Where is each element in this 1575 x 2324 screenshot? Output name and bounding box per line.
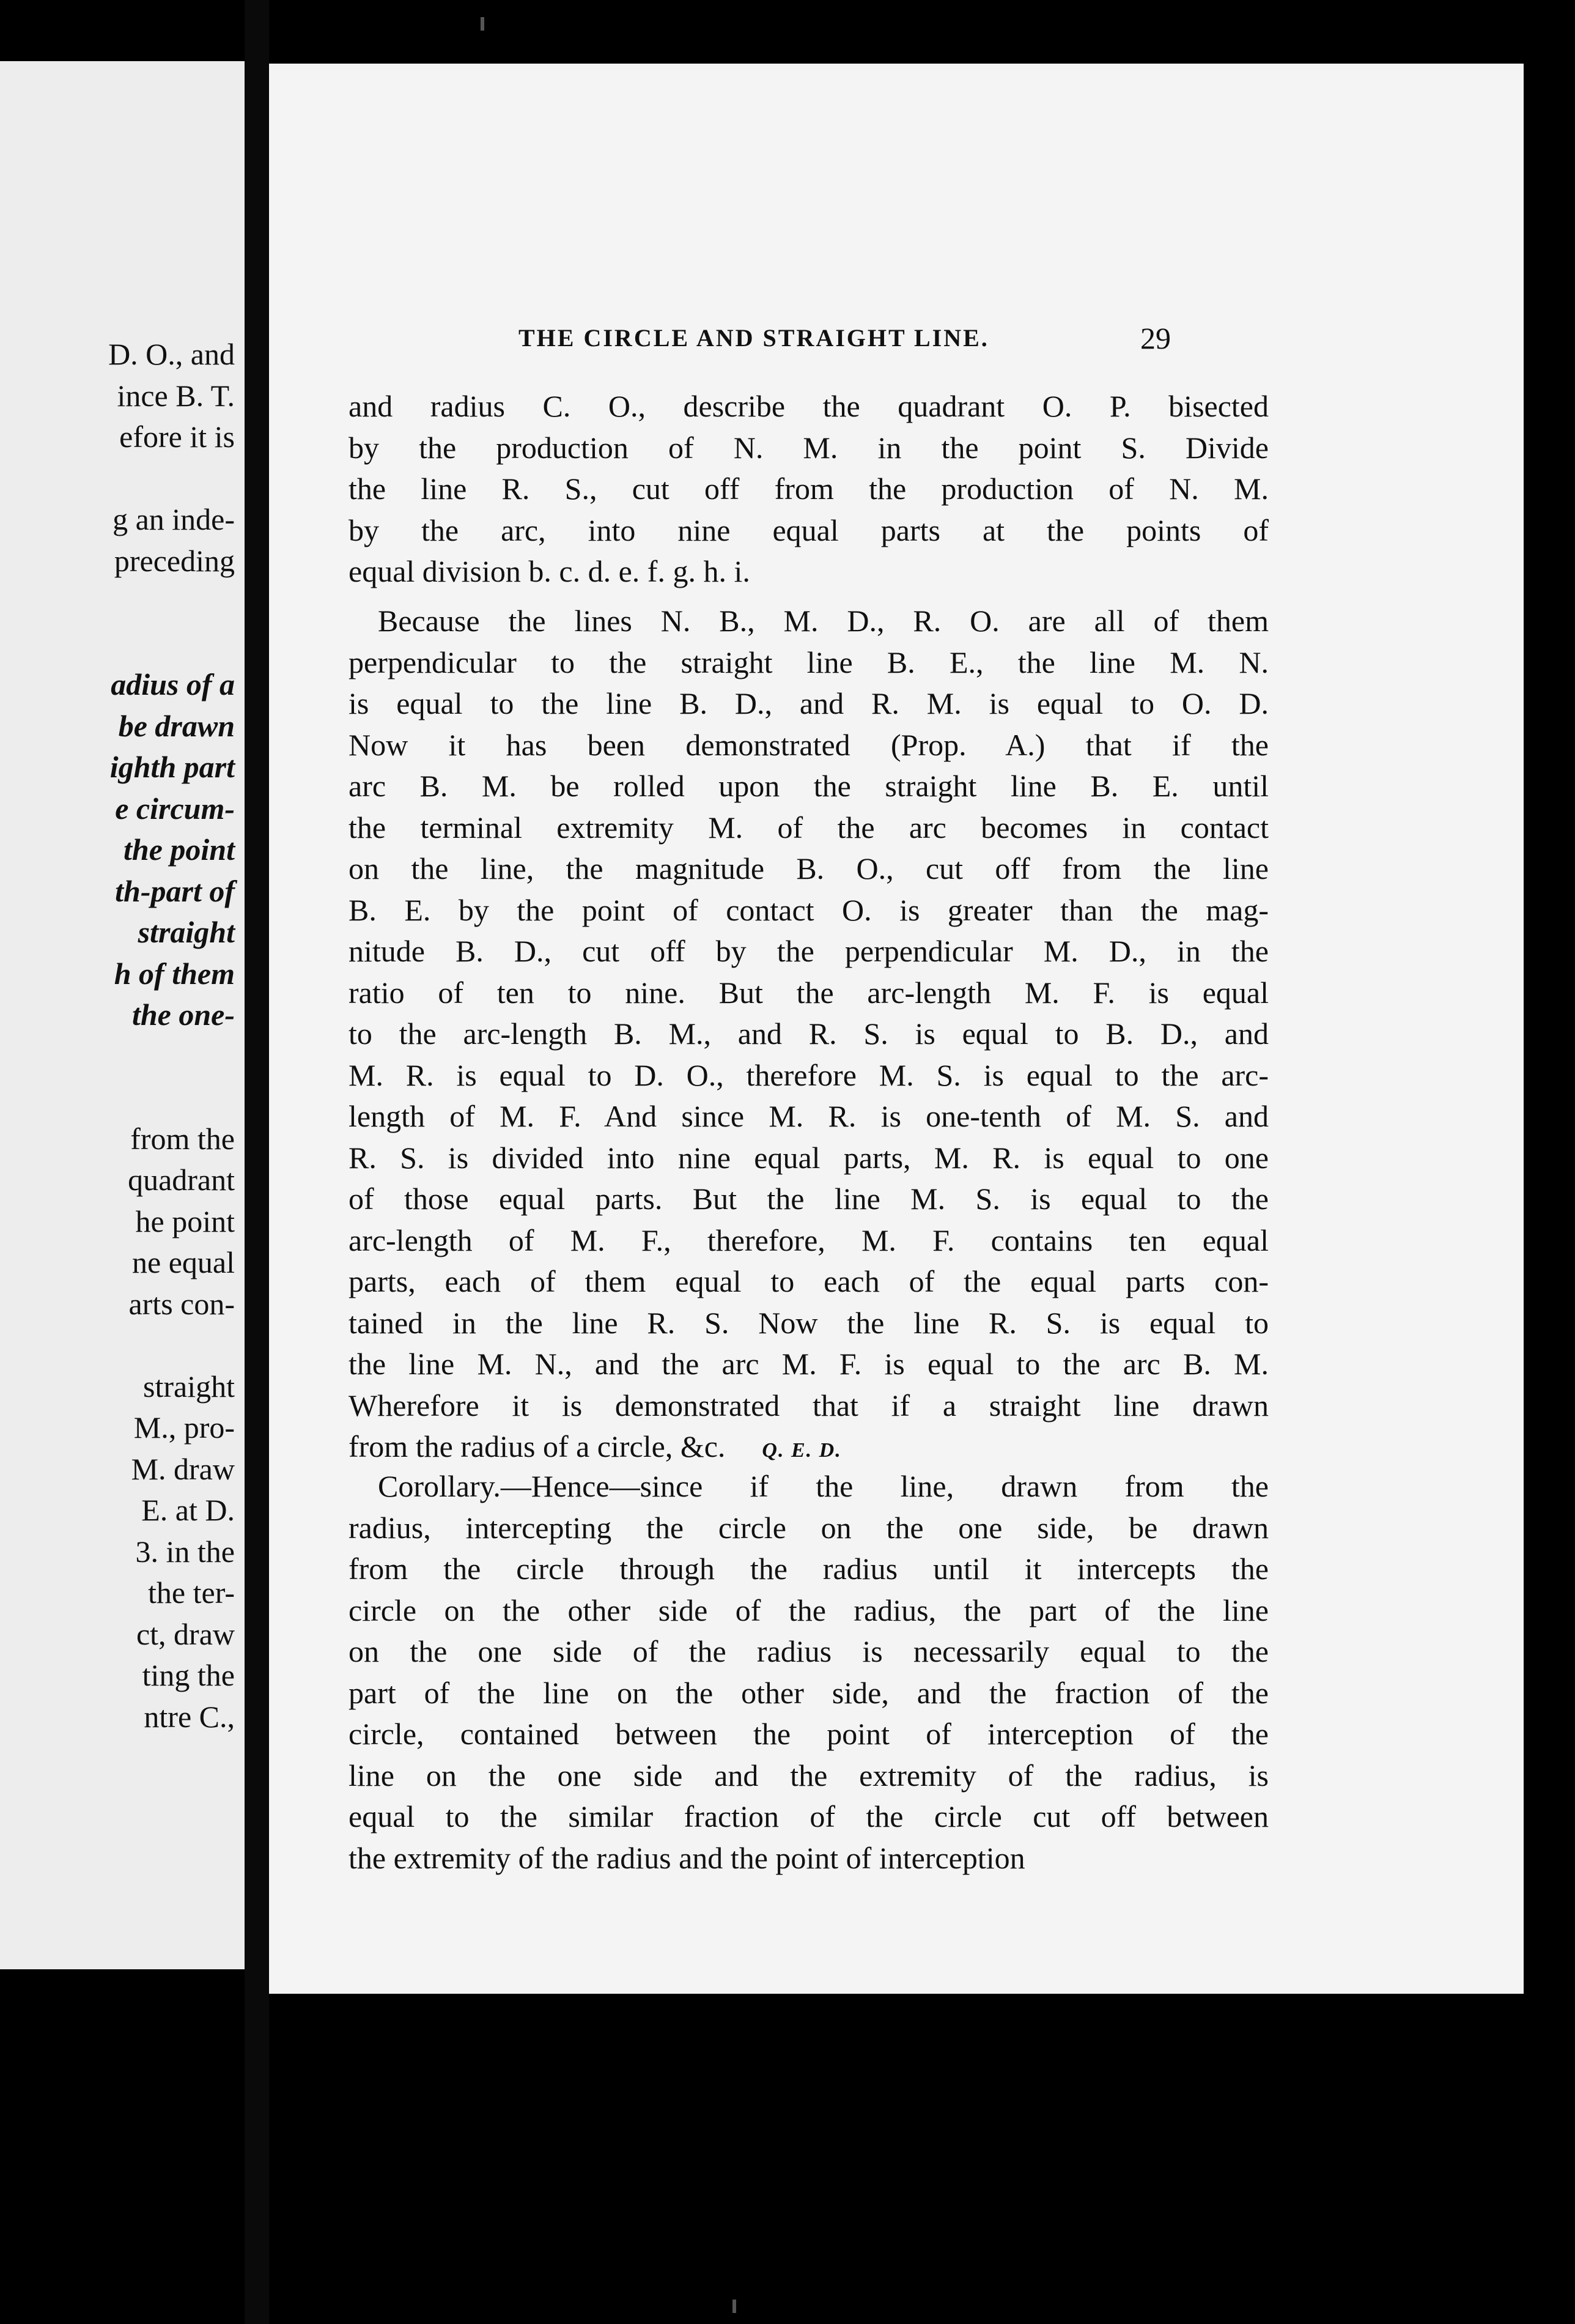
text-line: the line M. N., and the arc M. F. is equal to the arc B. M.	[349, 1347, 1269, 1381]
text-line: Corollary.—Hence—since if the line, drawn from the	[378, 1469, 1269, 1503]
facing-page-line: he point	[135, 1204, 235, 1238]
text-line: B. E. by the point of contact O. is greater than the mag-	[349, 892, 1269, 927]
facing-page-line: from the	[130, 1121, 235, 1156]
text-line: from the circle through the radius until it intercepts the	[349, 1552, 1269, 1586]
facing-page-line: D. O., and	[108, 337, 235, 371]
text-line: and radius C. O., describe the quadrant O. P. bisected	[349, 389, 1269, 423]
facing-page-line: straight	[138, 915, 235, 949]
text-line: line on the one side and the extremity of the radius, is	[349, 1758, 1269, 1793]
facing-page-line: ince B. T.	[117, 378, 235, 413]
text-line: by the arc, into nine equal parts at the points of	[349, 513, 1269, 547]
text-line: R. S. is divided into nine equal parts, M. R. is equal to one	[349, 1140, 1269, 1175]
text-line: on the line, the magnitude B. O., cut off from the line	[349, 851, 1269, 886]
running-header	[269, 321, 1524, 366]
facing-page-line: the ter-	[148, 1575, 235, 1610]
paragraph-corollary	[349, 1466, 1269, 1879]
facing-page-line: quadrant	[128, 1163, 235, 1197]
paragraph-1	[349, 386, 1269, 593]
facing-page-line: g an inde-	[112, 502, 235, 536]
facing-page-line: ct, draw	[136, 1616, 235, 1651]
facing-page-line: ntre C.,	[144, 1699, 235, 1734]
facing-page-line: arts con-	[128, 1286, 235, 1321]
text-line: arc B. M. be rolled upon the straight line B. E. until	[349, 769, 1269, 803]
book-gutter	[245, 0, 269, 2324]
text-line: of those equal parts. But the line M. S. is equal to the	[349, 1182, 1269, 1216]
paragraph-2	[349, 601, 1269, 1471]
scan-artifact	[481, 17, 484, 31]
facing-page-line: ting the	[142, 1658, 235, 1692]
facing-page-line: adius of a	[111, 667, 235, 701]
text-line: part of the line on the other side, and the fraction of the	[349, 1675, 1269, 1710]
text-line: tained in the line R. S. Now the line R. S. is equal to	[349, 1305, 1269, 1340]
facing-page-line: preceding	[114, 543, 235, 578]
facing-page-line: M., pro-	[133, 1410, 235, 1445]
text-line: length of M. F. And since M. R. is one-tenth of M. S. and	[349, 1099, 1269, 1133]
text-line: the extremity of the radius and the point of interception	[349, 1840, 1025, 1875]
text-line	[349, 1426, 1269, 1471]
facing-page-line: th-part of	[115, 873, 235, 908]
text-line: to the arc-length B. M., and R. S. is equal to B. D., and	[349, 1016, 1269, 1051]
text-line: nitude B. D., cut off by the perpendicular M. D., in the	[349, 934, 1269, 968]
text-line: arc-length of M. F., therefore, M. F. contains ten equal	[349, 1223, 1269, 1257]
running-title: THE CIRCLE AND STRAIGHT LINE.	[518, 324, 989, 352]
closing-text: from the radius of a circle, &c.	[349, 1429, 726, 1464]
text-line: radius, intercepting the circle on the one side, be drawn	[349, 1510, 1269, 1545]
facing-page-line: be drawn	[118, 708, 235, 743]
facing-page-line: e circum-	[115, 791, 235, 826]
facing-page-line: ighth part	[109, 750, 235, 784]
facing-page-line: E. at D.	[141, 1493, 235, 1527]
text-line: Now it has been demonstrated (Prop. A.) that if the	[349, 727, 1269, 762]
scan-artifact	[732, 2300, 736, 2313]
page-number: 29	[1140, 321, 1171, 355]
text-line: ratio of ten to nine. But the arc-length M. F. is equal	[349, 975, 1269, 1010]
facing-page-line: efore it is	[119, 420, 235, 454]
text-line: equal to the similar fraction of the circle cut off between	[349, 1799, 1269, 1834]
text-line: Wherefore it is demonstrated that if a straight line drawn	[349, 1388, 1269, 1423]
facing-page-line: h of them	[114, 956, 235, 991]
facing-page-line: straight	[143, 1369, 235, 1404]
text-line: equal division b. c. d. e. f. g. h. i.	[349, 554, 750, 588]
text-line: circle on the other side of the radius, the part of the line	[349, 1593, 1269, 1627]
text-line: is equal to the line B. D., and R. M. is equal to O. D.	[349, 686, 1269, 720]
text-line: circle, contained between the point of interception of the	[349, 1717, 1269, 1751]
facing-page-line: the point	[124, 832, 235, 867]
text-line: M. R. is equal to D. O., therefore M. S. is equal to the arc-	[349, 1057, 1269, 1092]
facing-page-line: the one-	[131, 997, 235, 1032]
text-line: the line R. S., cut off from the production of N. M.	[349, 472, 1269, 506]
facing-page-fragment	[0, 61, 245, 1969]
book-page	[269, 64, 1524, 1994]
facing-page-line: M. draw	[131, 1451, 235, 1486]
text-line: on the one side of the radius is necessarily equal to the	[349, 1634, 1269, 1668]
text-line: by the production of N. M. in the point S. Divide	[349, 430, 1269, 465]
facing-page-line: 3. in the	[135, 1534, 235, 1569]
text-line: perpendicular to the straight line B. E., the line M. N.	[349, 645, 1269, 679]
text-line: Because the lines N. B., M. D., R. O. are all of them	[378, 604, 1269, 638]
text-line: the terminal extremity M. of the arc becomes in contact	[349, 810, 1269, 845]
qed-mark: Q. E. D.	[762, 1439, 842, 1462]
text-line: parts, each of them equal to each of the equal parts con-	[349, 1264, 1269, 1298]
facing-page-line: ne equal	[132, 1245, 235, 1279]
